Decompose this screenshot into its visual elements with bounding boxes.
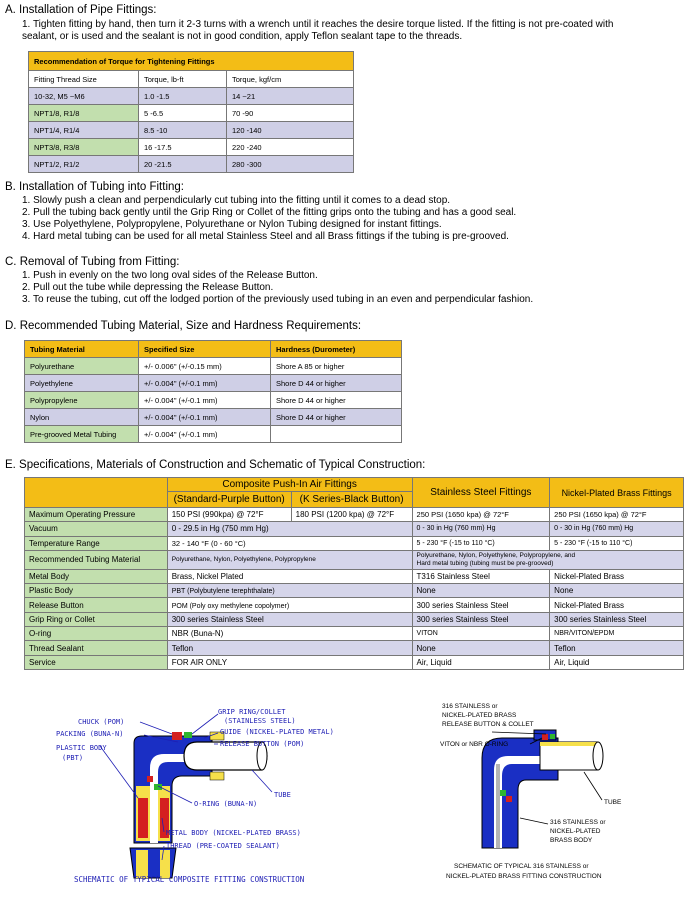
table-cell: 0 - 29.5 in Hg (750 mm Hg) (167, 522, 412, 536)
row-label: Recommended Tubing Material (25, 550, 168, 569)
table-cell: NPT1/2, R1/2 (29, 156, 139, 173)
composite-fitting-schematic (22, 698, 422, 898)
table-cell: 120 -140 (227, 122, 354, 139)
table-row (29, 139, 354, 156)
list-item: 2. Pull out the tube while depressing the Release Button. (22, 282, 274, 293)
label-metal-body: METAL BODY (NICKEL-PLATED BRASS) (166, 829, 301, 837)
table-row (25, 569, 684, 583)
table-row (25, 655, 684, 669)
table-cell: 5 -6.5 (139, 105, 227, 122)
table-cell: 250 PSI (1650 kpa) @ 72°F (412, 508, 550, 522)
section-c (5, 256, 533, 306)
table-header: (K Series-Black Button) (291, 492, 412, 508)
table-cell: NPT3/8, R3/8 (29, 139, 139, 156)
list-item: 1. Push in evenly on the two long oval sides of the Release Button. (22, 270, 318, 281)
table-cell: Teflon (167, 641, 412, 655)
cell-line: Polyurethane, Nylon, Polyethylene, Polypropylene, and (416, 551, 576, 559)
table-cell: Shore D 44 or higher (271, 392, 402, 409)
label-viton-oring: VITON or NBR O-RING (440, 741, 509, 748)
table-cell: 20 -21.5 (139, 156, 227, 173)
table-row (29, 88, 354, 105)
table-header: Nickel-Plated Brass Fittings (550, 478, 684, 508)
row-label: Metal Body (25, 569, 168, 583)
list-item: 1. Tighten fitting by hand, then turn it 2-3 turns with a wrench until it reaches the desire torque listed. If the fitting is not pre-coated with (22, 19, 614, 30)
table-cell: Shore D 44 or higher (271, 409, 402, 426)
table-cell: None (412, 641, 550, 655)
row-label: Temperature Range (25, 536, 168, 550)
table-cell: VITON (412, 627, 550, 641)
table-cell: Teflon (550, 641, 684, 655)
stainless-fitting-schematic (430, 698, 680, 893)
label-plastic-body: PLASTIC BODY (56, 744, 107, 752)
label-chuck: CHUCK (POM) (78, 718, 125, 726)
row-label: O-ring (25, 627, 168, 641)
table-cell: 5 - 230 °F (-15 to 110 °C) (412, 536, 550, 550)
table-row (25, 627, 684, 641)
torque-table (28, 51, 354, 173)
table-cell: 300 series Stainless Steel (412, 598, 550, 612)
schematic2-caption-2: NICKEL-PLATED BRASS FITTING CONSTRUCTION (446, 873, 602, 880)
table-cell: Air, Liquid (550, 655, 684, 669)
label-tube: TUBE (604, 799, 622, 806)
list-item: 3. Use Polyethylene, Polypropylene, Polyurethane or Nylon Tubing designed for instant fittings. (22, 219, 442, 230)
table-cell: 8.5 -10 (139, 122, 227, 139)
table-row (25, 550, 684, 569)
table-cell: FOR AIR ONLY (167, 655, 412, 669)
table-row (25, 508, 684, 522)
table-cell: 14 ~21 (227, 88, 354, 105)
table-row (25, 392, 402, 409)
row-label: Grip Ring or Collet (25, 612, 168, 626)
specs-table (24, 477, 684, 670)
label-release-collet-3: RELEASE BUTTON & COLLET (442, 721, 534, 728)
table-cell: None (550, 584, 684, 598)
table-cell: 300 series Stainless Steel (167, 612, 412, 626)
table-cell: Nickel-Plated Brass (550, 569, 684, 583)
table-cell: 0 - 30 in Hg (760 mm) Hg (550, 522, 684, 536)
table-cell: Shore A 85 or higher (271, 358, 402, 375)
list-item: sealant, or is used and the sealant is not in good condition, apply Teflon sealant tape to the threads. (22, 31, 463, 42)
table-cell: 300 series Stainless Steel (412, 612, 550, 626)
label-body-1: 316 STAINLESS or (550, 819, 606, 826)
cell-text: PBT (Polybutylene terephthalate) (171, 588, 275, 596)
section-d-heading: D. Recommended Tubing Material, Size and Hardness Requirements: (5, 320, 362, 332)
table-row (29, 122, 354, 139)
list-item: 4. Hard metal tubing can be used for all metal Stainless Steel and all Brass fittings if the tubing is pre-grooved. (22, 231, 509, 242)
section-e (5, 459, 425, 472)
table-cell: Nylon (25, 409, 139, 426)
section-d (5, 320, 361, 333)
table-cell: +/- 0.004" (+/-0.1 mm) (139, 392, 271, 409)
section-a (5, 4, 613, 43)
section-b-heading: B. Installation of Tubing into Fitting: (5, 181, 184, 193)
table-row (25, 409, 402, 426)
table-cell: NPT1/4, R1/4 (29, 122, 139, 139)
table-row (25, 358, 402, 375)
row-label: Vacuum (25, 522, 168, 536)
table-cell (167, 598, 412, 612)
table-cell: 32 - 140 °F (0 - 60 °C) (167, 536, 412, 550)
table-cell: Polypropylene (25, 392, 139, 409)
table-cell: +/- 0.004" (+/-0.1 mm) (139, 426, 271, 443)
table-cell: +/- 0.004" (+/-0.1 mm) (139, 375, 271, 392)
tubing-table (24, 340, 402, 443)
cell-line: Hard metal tubing (tubing must be pre-grooved) (416, 559, 554, 567)
table-cell: NPT1/8, R1/8 (29, 105, 139, 122)
table-cell: 1.0 -1.5 (139, 88, 227, 105)
label-guide: GUIDE (NICKEL-PLATED METAL) (220, 728, 334, 736)
section-a-heading: A. Installation of Pipe Fittings: (5, 4, 157, 16)
row-label: Thread Sealant (25, 641, 168, 655)
table-cell: +/- 0.006" (+/-0.15 mm) (139, 358, 271, 375)
label-body-3: BRASS BODY (550, 837, 593, 844)
table-cell: 280 -300 (227, 156, 354, 173)
table-row (25, 598, 684, 612)
row-label: Plastic Body (25, 584, 168, 598)
table-cell: 300 series Stainless Steel (550, 612, 684, 626)
table-header: Specified Size (139, 341, 271, 358)
table-row (29, 156, 354, 173)
label-grip-ring-2: (STAINLESS STEEL) (224, 717, 296, 725)
label-packing: PACKING (BUNA-N) (56, 730, 124, 738)
table-header: Torque, lb-ft (139, 71, 227, 88)
table-cell (167, 584, 412, 598)
section-b (5, 181, 516, 243)
table-header: (Standard-Purple Button) (167, 492, 291, 508)
torque-table-title: Recommendation of Torque for Tightening Fittings (29, 52, 354, 71)
label-grip-ring: GRIP RING/COLLET (218, 708, 286, 716)
table-cell: None (412, 584, 550, 598)
table-cell: 250 PSI (1650 kpa) @ 72°F (550, 508, 684, 522)
table-cell: 70 -90 (227, 105, 354, 122)
label-body-2: NICKEL-PLATED (550, 828, 601, 835)
table-corner (25, 478, 168, 508)
list-item: 3. To reuse the tubing, cut off the lodged portion of the previously used tubing in an even and perpendicular fashion. (22, 294, 534, 305)
table-cell: Pre-grooved Metal Tubing (25, 426, 139, 443)
cell-text: POM (Poly oxy methylene copolymer) (171, 602, 290, 610)
table-header: Hardness (Durometer) (271, 341, 402, 358)
table-cell: 10-32, M5 ~M6 (29, 88, 139, 105)
table-cell: Shore D 44 or higher (271, 375, 402, 392)
table-row (25, 426, 402, 443)
row-label: Maximum Operating Pressure (25, 508, 168, 522)
label-plastic-body-2: (PBT) (62, 754, 84, 762)
label-o-ring: O-RING (BUNA-N) (194, 800, 258, 808)
label-release-collet-2: NICKEL-PLATED BRASS (442, 712, 517, 719)
table-row (25, 522, 684, 536)
table-row (25, 612, 684, 626)
table-row (25, 641, 684, 655)
row-label: Release Button (25, 598, 168, 612)
table-cell: 150 PSI (990kpa) @ 72°F (167, 508, 291, 522)
table-row (25, 375, 402, 392)
table-cell: Polyethylene (25, 375, 139, 392)
section-e-heading: E. Specifications, Materials of Construction and Schematic of Typical Construction: (5, 459, 426, 471)
table-header: Torque, kgf/cm (227, 71, 354, 88)
table-header: Composite Push-In Air Fittings (167, 478, 412, 492)
section-c-heading: C. Removal of Tubing from Fitting: (5, 256, 180, 268)
table-cell: 16 -17.5 (139, 139, 227, 156)
table-cell: Nickel-Plated Brass (550, 598, 684, 612)
table-row (25, 584, 684, 598)
schematic1-caption: SCHEMATIC OF TYPICAL COMPOSITE FITTING CONSTRUCTION (74, 875, 305, 884)
table-cell: 220 -240 (227, 139, 354, 156)
table-cell: Polyurethane, Nylon, Polyethylene, Polypropylene (167, 550, 412, 569)
table-row (25, 536, 684, 550)
table-header: Fitting Thread Size (29, 71, 139, 88)
list-item: 1. Slowly push a clean and perpendicularly cut tubing into the fitting until it comes to a dead stop. (22, 195, 451, 206)
table-cell: Polyurethane (25, 358, 139, 375)
label-release-collet-1: 316 STAINLESS or (442, 703, 498, 710)
table-cell: Brass, Nickel Plated (167, 569, 412, 583)
table-cell (412, 550, 683, 569)
table-cell: 0 - 30 in Hg (760 mm) Hg (412, 522, 550, 536)
table-cell: NBR/VITON/EPDM (550, 627, 684, 641)
table-cell: 180 PSI (1200 kpa) @ 72°F (291, 508, 412, 522)
table-cell: Air, Liquid (412, 655, 550, 669)
table-cell: 5 - 230 °F (-15 to 110 °C) (550, 536, 684, 550)
label-tube: TUBE (274, 791, 291, 799)
table-header: Tubing Material (25, 341, 139, 358)
list-item: 2. Pull the tubing back gently until the Grip Ring or Collet of the fitting grips onto the tubing and has a good seal. (22, 207, 517, 218)
label-release-button: RELEASE BUTTON (POM) (220, 740, 305, 748)
row-label: Service (25, 655, 168, 669)
table-row (29, 105, 354, 122)
schematic2-caption-1: SCHEMATIC OF TYPICAL 316 STAINLESS or (454, 863, 589, 870)
label-thread: THREAD (PRE-COATED SEALANT) (166, 842, 280, 850)
table-cell: NBR (Buna-N) (167, 627, 412, 641)
table-cell (271, 426, 402, 443)
table-cell: +/- 0.004" (+/-0.1 mm) (139, 409, 271, 426)
table-cell: T316 Stainless Steel (412, 569, 550, 583)
table-header: Stainless Steel Fittings (412, 478, 550, 508)
